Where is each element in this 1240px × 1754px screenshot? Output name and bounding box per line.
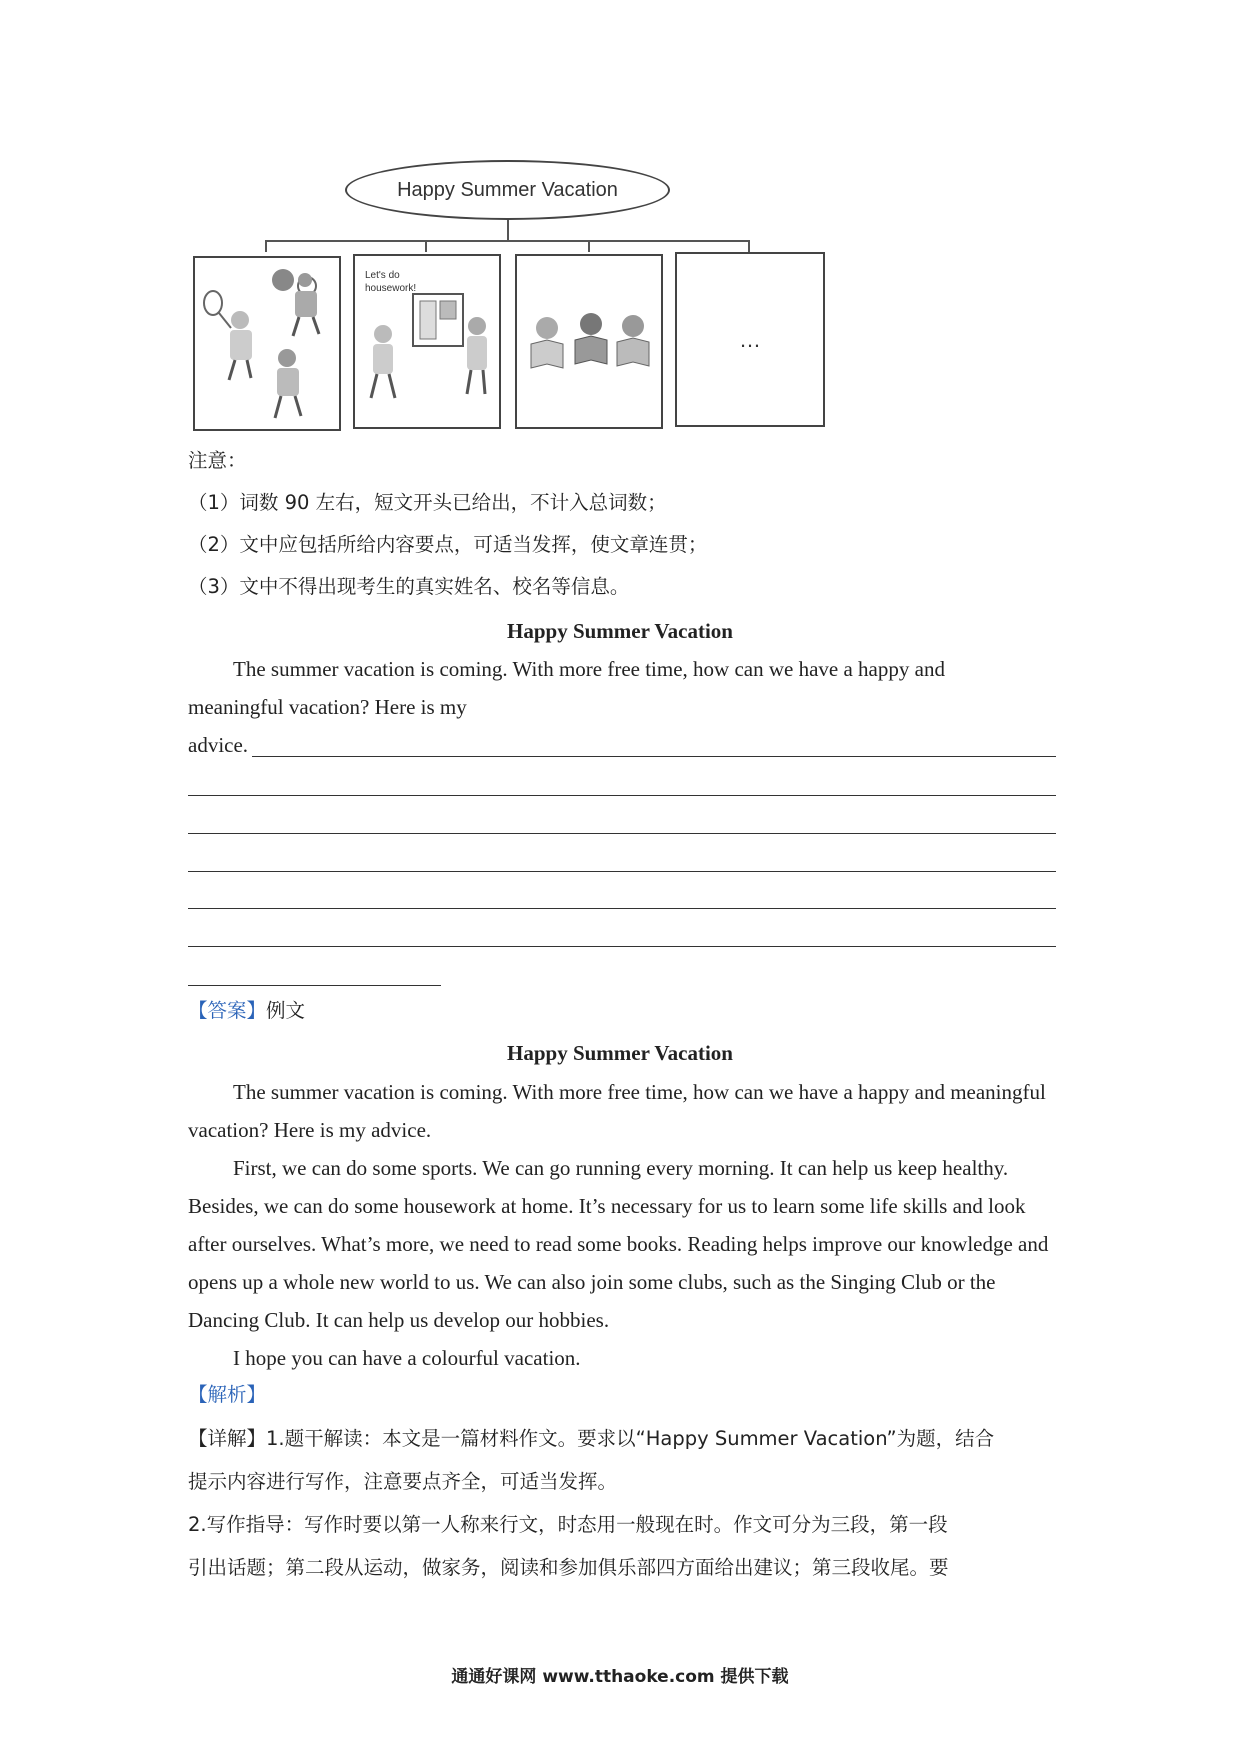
reading-kids-illustration-icon <box>517 256 663 429</box>
sports-kids-illustration-icon <box>195 258 341 431</box>
connector-drop-4 <box>748 240 750 252</box>
connector-drop-2 <box>425 240 427 252</box>
notes-heading: 注意： <box>188 449 247 472</box>
answer-line-6 <box>188 946 1056 947</box>
analysis-line-1 <box>188 1425 994 1452</box>
connector-drop-1 <box>265 240 267 252</box>
housework-caption: Let's do <box>365 270 400 281</box>
analysis-line-1-text: 1.题干解读：本文是一篇材料作文。要求以“Happy Summer Vacation”为题，结合 <box>266 1427 995 1450</box>
housework-panel <box>353 254 501 429</box>
analysis-line-4: 引出话题；第二段从运动，做家务，阅读和参加俱乐部四方面给出建议；第三段收尾。要 <box>188 1556 949 1579</box>
connector-bar <box>265 240 750 242</box>
answer-label-row <box>188 997 305 1024</box>
answer-line-1 <box>252 756 1056 757</box>
diagram-title: Happy Summer Vacation <box>397 178 618 201</box>
answer-line-2 <box>188 795 1056 796</box>
answer-line-5 <box>188 908 1056 909</box>
note-item-1: （1）词数 90 左右，短文开头已给出，不计入总词数； <box>188 491 667 514</box>
sports-panel <box>193 256 341 431</box>
connector-stem <box>507 220 509 242</box>
answer-paragraph-1: The summer vacation is coming. With more free time, how can we have a happy and meaningful vacation? Here is my advice. <box>188 1080 1046 1142</box>
prompt-line-1: The summer vacation is coming. With more free time, how can we have a happy and <box>233 657 945 681</box>
ellipsis-text: … <box>739 326 761 352</box>
analysis-line-3: 2.写作指导：写作时要以第一人称来行文，时态用一般现在时。作文可分为三段，第一段 <box>188 1513 948 1536</box>
answer-line-4 <box>188 871 1056 872</box>
detail-label: 【详解】 <box>188 1427 267 1450</box>
answer-label-suffix: 例文 <box>266 999 306 1022</box>
housework-illustration-icon <box>355 256 501 429</box>
answer-paragraph-2: First, we can do some sports. We can go running every morning. It can help us keep healthy. Besides, we can do some housework at home. It’s necessary for us to learn some life skills and look after ourselves. What’s more, we need to read some books. Reading helps improve our knowledge and opens up a whole new world to us. We can also join some clubs, such as the Singing Club or the Dancing Club. It can help us develop our hobbies. <box>188 1156 1049 1332</box>
analysis-line-2: 提示内容进行写作，注意要点齐全，可适当发挥。 <box>188 1470 618 1493</box>
answer-paragraph-3: I hope you can have a colourful vacation. <box>233 1346 581 1370</box>
prompt-line-2: meaningful vacation? Here is my <box>188 695 467 719</box>
answer-line-7 <box>188 985 441 986</box>
diagram-title-bubble <box>345 160 670 220</box>
note-item-3: （3）文中不得出现考生的真实姓名、校名等信息。 <box>188 575 630 598</box>
footer-source: 通通好课网 www.tthaoke.com 提供下载 <box>451 1667 789 1687</box>
prompt-title: Happy Summer Vacation <box>507 619 733 643</box>
answer-label: 【答案】 <box>188 999 267 1022</box>
note-item-2: （2）文中应包括所给内容要点，可适当发挥，使文章连贯； <box>188 533 708 556</box>
answer-line-3 <box>188 833 1056 834</box>
svg-text:housework!: housework! <box>365 283 417 294</box>
ellipsis-panel <box>675 252 825 427</box>
connector-drop-3 <box>588 240 590 252</box>
reading-panel <box>515 254 663 429</box>
answer-title: Happy Summer Vacation <box>507 1041 733 1065</box>
prompt-line-3: advice. <box>188 733 249 757</box>
analysis-label: 【解析】 <box>188 1383 267 1406</box>
